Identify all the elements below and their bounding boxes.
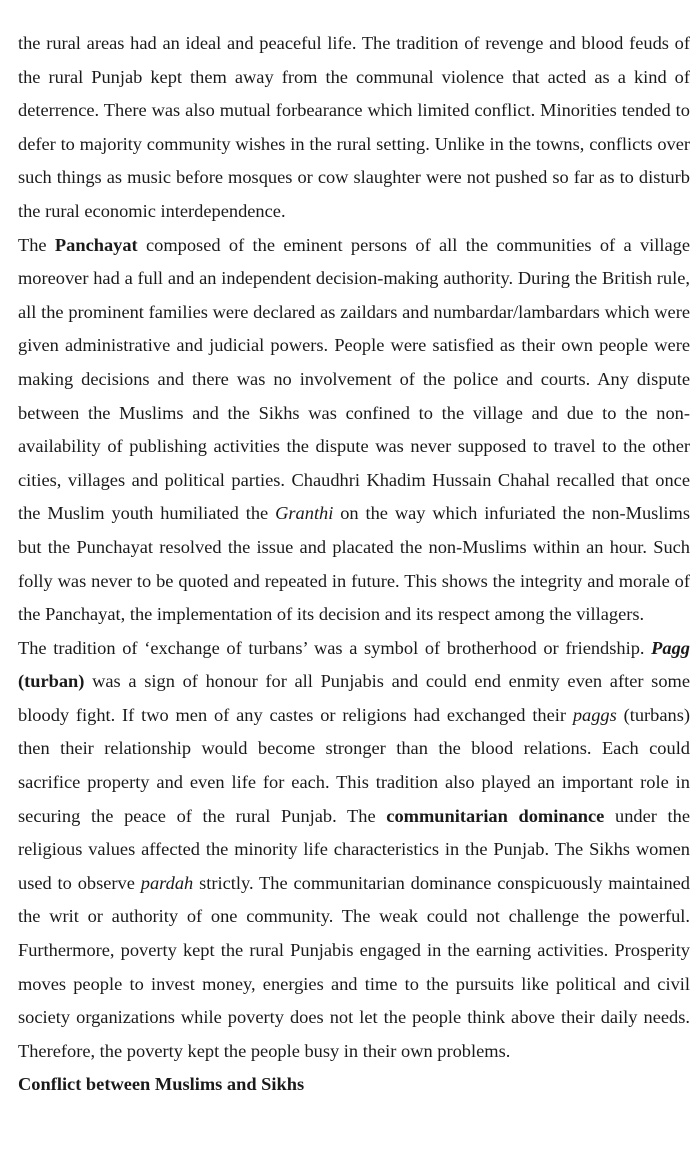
text-segment: on the way which infuriated the non-Muslims but the Punchayat resolved the issue and placated the non-Muslims within an hour. Such folly was never to be quoted and repeated in future. This shows the integrity and morale of the Panchayat, the implementation of its decision and its respect among the villagers.	[18, 503, 690, 625]
text-segment: (turban)	[18, 671, 85, 692]
paragraph-panchayat	[18, 229, 690, 632]
section-heading: Conflict between Muslims and Sikhs	[18, 1074, 305, 1095]
text-segment: (turbans) then their relationship would become stronger than the blood relations. Each could sacrifice property and even life for each. This tradition also played an important role in securing the peace of the rural Punjab. The	[18, 704, 690, 826]
text-segment: composed of the eminent persons of all the communities of a village moreover had a full and an independent decision-making authority. During the British rule, all the prominent families were declared as zaildars and numbardar/lambardars which were given administrative and judicial powers. People were satisfied as their own people were making decisions and there was no involvement of the police and courts. Any dispute between the Muslims and the Sikhs was confined to the village and due to the non-availability of publishing activities the dispute was never supposed to travel to the other cities, villages and political parties. Chaudhri Khadim Hussain Chahal recalled that once the Muslim youth humiliated the	[18, 234, 690, 524]
text-segment: Pagg	[651, 637, 690, 658]
text-segment: Granthi	[275, 503, 334, 524]
text-segment: The tradition of ‘exchange of turbans’ was a symbol of brotherhood or friendship.	[18, 637, 652, 658]
paragraph-rural-peace	[18, 27, 690, 229]
text-segment: paggs	[572, 704, 617, 725]
text-segment: communitarian dominance	[386, 805, 605, 826]
text-segment: was a sign of honour for all Punjabis and could end enmity even after some bloody fight. If two men of any castes or religions had exchanged their	[18, 671, 690, 725]
text-segment: the rural areas had an ideal and peaceful life. The tradition of revenge and blood feuds of the rural Punjab kept them away from the communal violence that acted as a kind of deterrence. There was also mutual forbearance which limited conflict. Minorities tended to defer to majority community wishes in the rural setting. Unlike in the towns, conflicts over such things as music before mosques or cow slaughter were not pushed so far as to disturb the rural economic interdependence.	[18, 33, 690, 221]
text-segment: under the religious values affected the minority life characteristics in the Punjab. The Sikhs women used to observe	[18, 805, 690, 893]
paragraph-turbans	[18, 632, 690, 1069]
text-segment: Panchayat	[54, 234, 138, 255]
text-segment: The	[18, 234, 55, 255]
text-segment: pardah	[140, 872, 194, 893]
text-segment: strictly. The communitarian dominance conspicuously maintained the writ or authority of one community. The weak could not challenge the powerful. Furthermore, poverty kept the rural Punjabis engaged in the earning activities. Prosperity moves people to invest money, energies and time to the pursuits like political and civil society organizations while poverty does not let the people think above their daily needs. Therefore, the poverty kept the people busy in their own problems.	[18, 872, 690, 1061]
